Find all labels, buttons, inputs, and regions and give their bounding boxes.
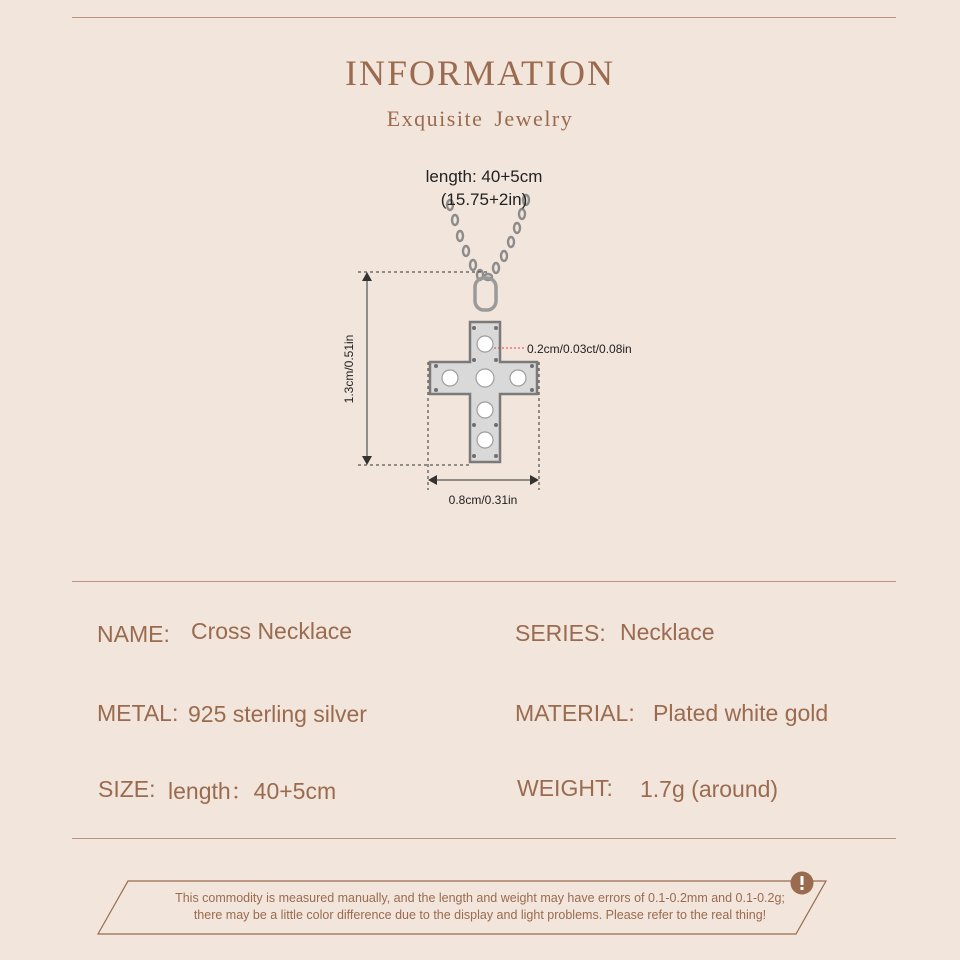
notice-text <box>0 890 960 924</box>
size-value: length：40+5cm <box>168 778 337 804</box>
chain-length-label: length: 40+5cm <box>425 167 543 186</box>
bottom-divider <box>72 838 896 839</box>
metal-value: 925 sterling silver <box>188 701 367 727</box>
middle-divider <box>72 581 896 582</box>
page-subtitle: Exquisite Jewelry <box>386 106 574 131</box>
material-value: Plated white gold <box>653 700 829 726</box>
name-label: NAME: <box>97 621 170 647</box>
page-title: INFORMATION <box>344 53 615 93</box>
top-divider <box>72 17 896 18</box>
series-value: Necklace <box>620 619 715 645</box>
pendant-bail <box>475 278 496 310</box>
weight-value: 1.7g (around) <box>640 776 779 802</box>
product-dimension-diagram <box>0 150 960 530</box>
material-label: MATERIAL: <box>515 700 635 726</box>
notice-line-2: there may be a little color difference due to the display and light problems. Please refer to the real thing! <box>193 908 767 922</box>
metal-label: METAL: <box>97 700 179 726</box>
stone-size-label: 0.2cm/0.03ct/0.08in <box>527 342 632 356</box>
cross-pendant <box>430 322 537 462</box>
height-label: 1.3cm/0.51in <box>342 334 356 404</box>
notice-line-1: This commodity is measured manually, and the length and weight may have errors of 0.1-0.2mm and 0.1-0.2g; <box>175 891 785 905</box>
name-value: Cross Necklace <box>191 618 353 644</box>
series-label: SERIES: <box>515 620 606 646</box>
width-label: 0.8cm/0.31in <box>448 493 518 507</box>
weight-label: WEIGHT: <box>517 775 613 801</box>
size-label: SIZE: <box>98 776 156 802</box>
chain-length-inches-label: (15.75+2in) <box>440 190 528 209</box>
